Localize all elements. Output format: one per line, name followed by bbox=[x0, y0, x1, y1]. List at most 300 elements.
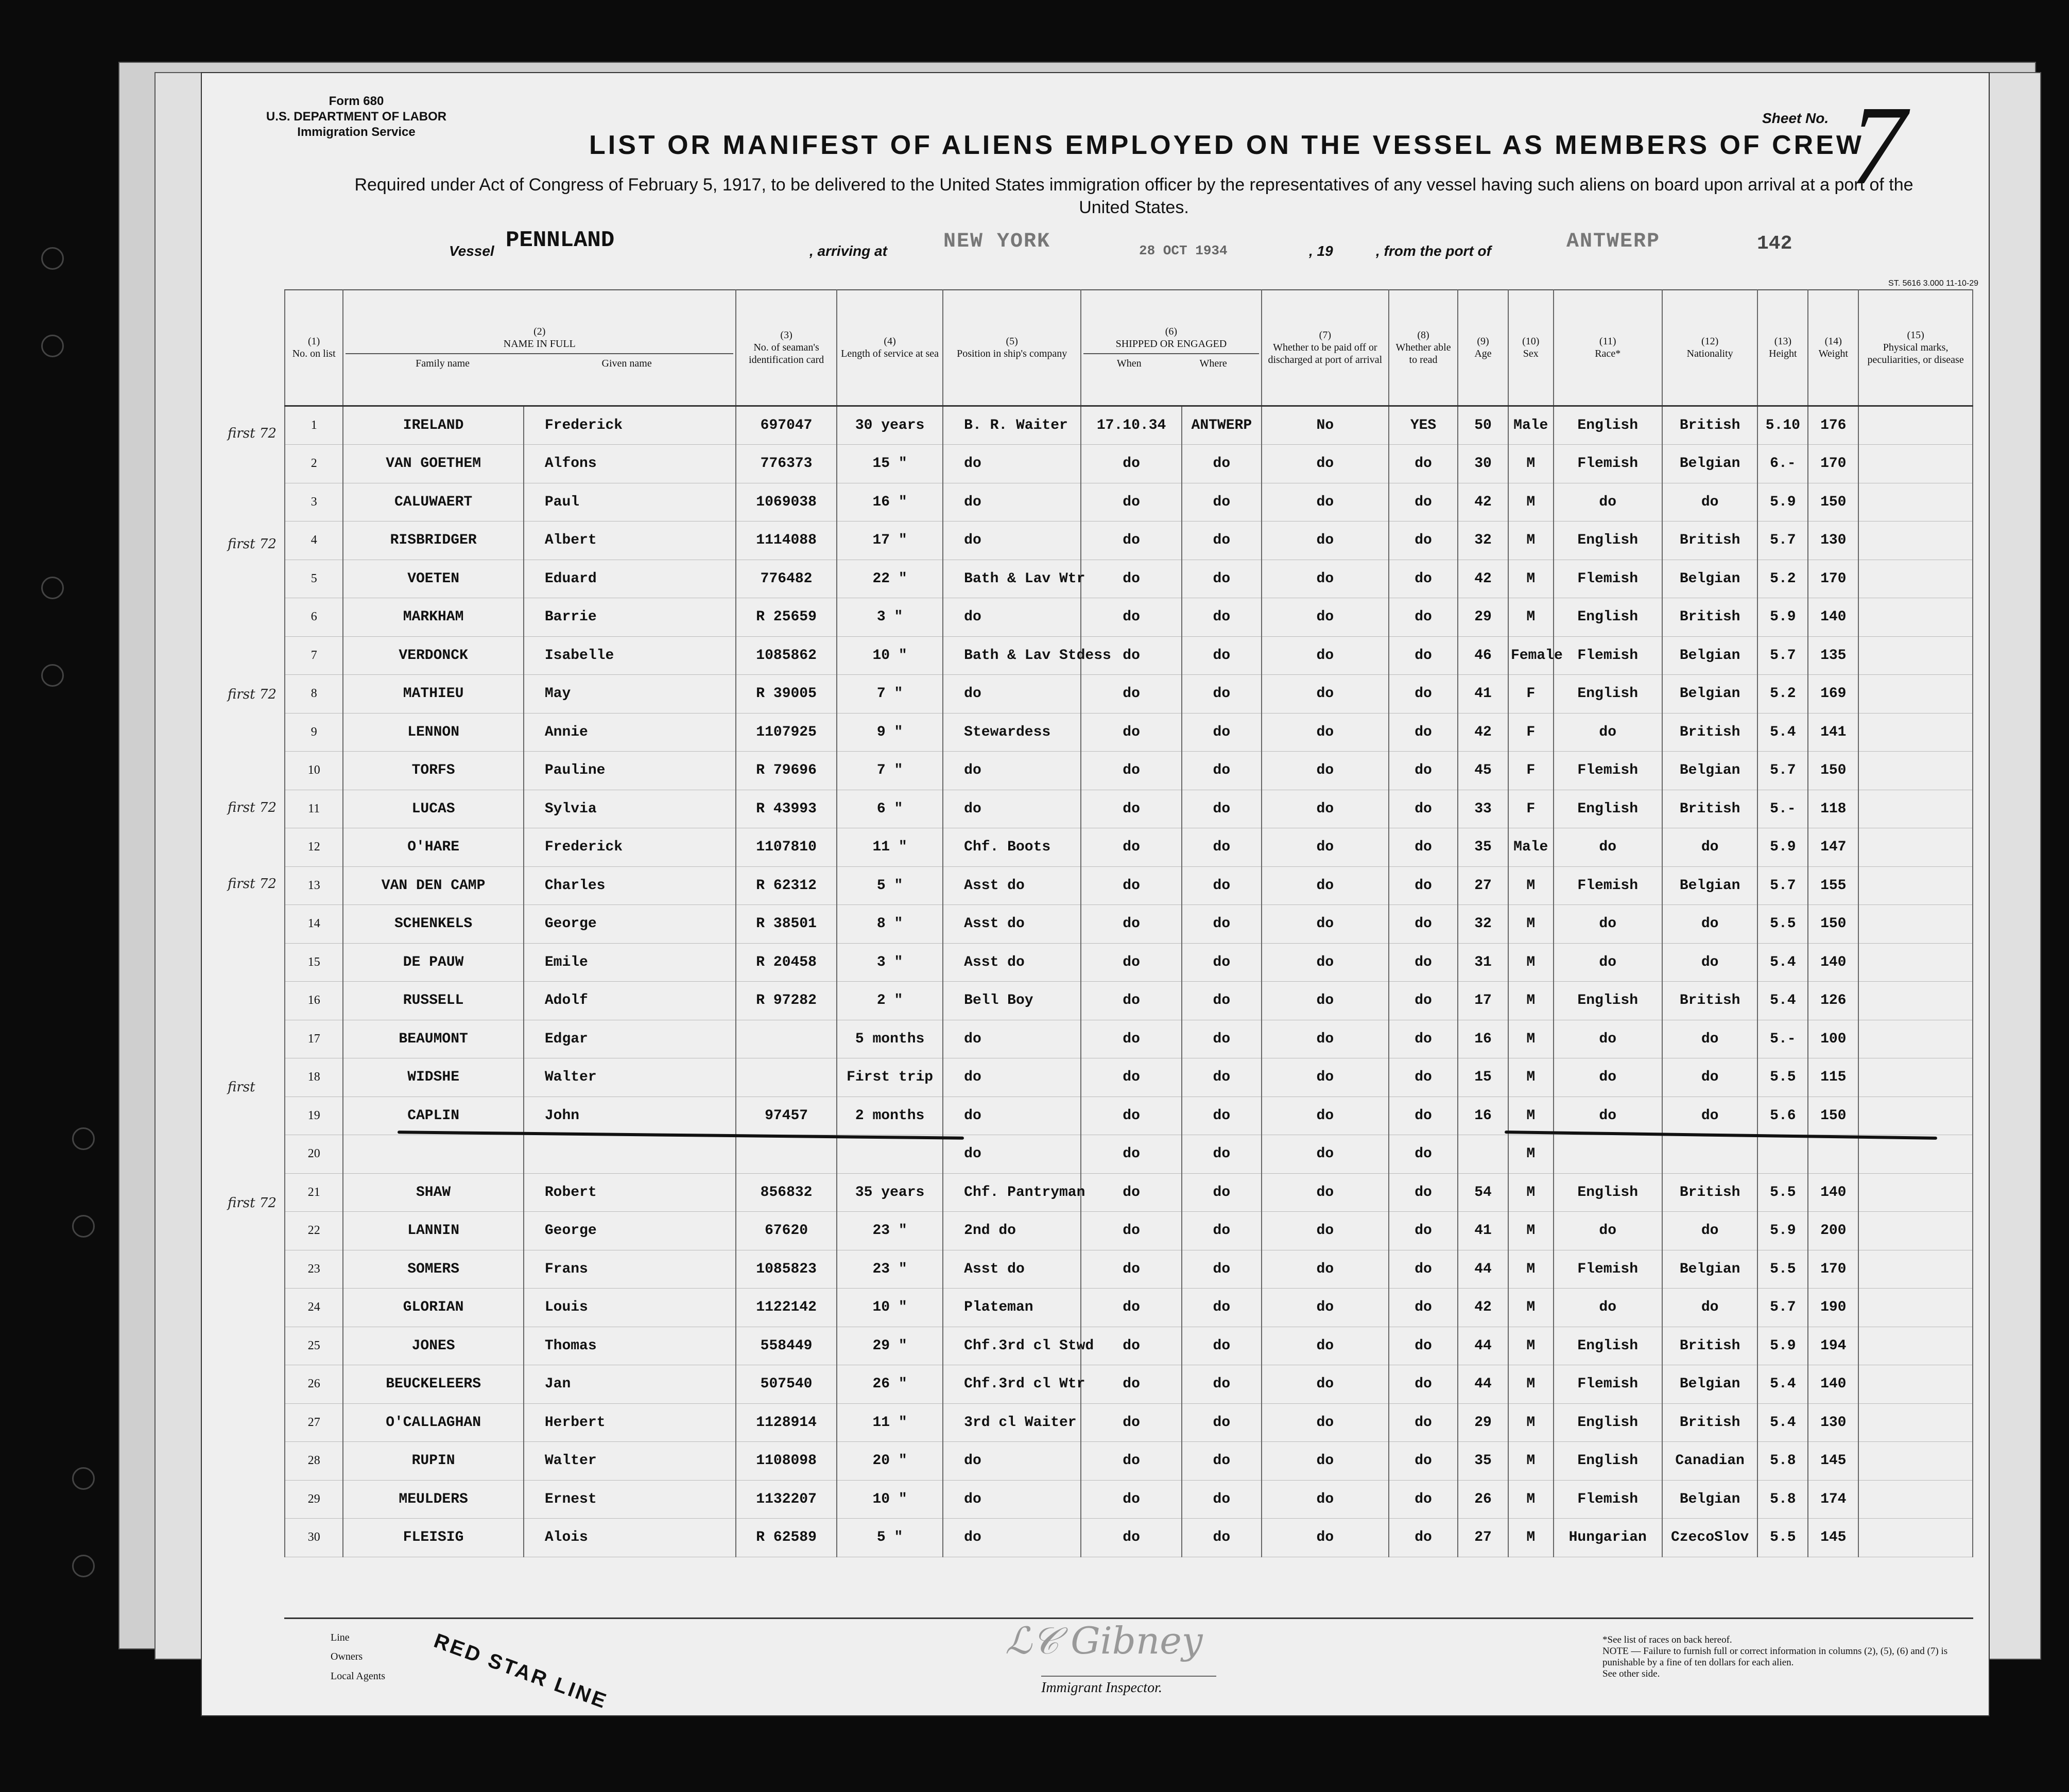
family-name-cell: VERDONCK bbox=[343, 636, 523, 675]
physical-marks-cell bbox=[1858, 1135, 1973, 1174]
shipped-when-cell: do bbox=[1081, 866, 1182, 905]
paid-off-cell: do bbox=[1262, 598, 1389, 637]
shipped-when-cell: do bbox=[1081, 598, 1182, 637]
shipped-where-cell: do bbox=[1182, 1480, 1262, 1519]
sex-cell: M bbox=[1508, 1327, 1554, 1365]
race-cell: Flemish bbox=[1554, 1250, 1662, 1289]
family-name-cell: CAPLIN bbox=[343, 1097, 523, 1135]
family-name-cell: SOMERS bbox=[343, 1250, 523, 1289]
table-row bbox=[285, 1058, 1973, 1097]
paid-off-cell: do bbox=[1262, 1097, 1389, 1135]
sex-cell: M bbox=[1508, 445, 1554, 483]
col-service-header: (4) Length of service at sea bbox=[837, 290, 943, 406]
manifest-sheet bbox=[201, 72, 1990, 1716]
id-card-number-cell: 1108098 bbox=[736, 1442, 837, 1481]
service-length-cell: 23 " bbox=[837, 1212, 943, 1250]
height-cell: 5.- bbox=[1757, 790, 1808, 828]
col-name-header: (2) NAME IN FULL Family name Given name bbox=[343, 290, 736, 406]
family-name-cell: WIDSHE bbox=[343, 1058, 523, 1097]
table-row bbox=[285, 445, 1973, 483]
shipped-where-cell: do bbox=[1182, 1365, 1262, 1404]
table-row bbox=[285, 483, 1973, 521]
inspector-label: Immigrant Inspector. bbox=[1041, 1676, 1216, 1696]
ship-position-cell: Chf.3rd cl Wtr bbox=[943, 1365, 1081, 1404]
height-cell: 5.4 bbox=[1757, 1365, 1808, 1404]
paid-off-cell: do bbox=[1262, 483, 1389, 521]
arriving-port-stamp: NEW YORK bbox=[943, 230, 1051, 253]
age-cell: 42 bbox=[1458, 483, 1508, 521]
paid-off-cell: do bbox=[1262, 905, 1389, 944]
sex-cell: M bbox=[1508, 943, 1554, 982]
physical-marks-cell bbox=[1858, 1250, 1973, 1289]
given-name-cell: Walter bbox=[524, 1058, 736, 1097]
table-row bbox=[285, 713, 1973, 752]
paid-off-cell: do bbox=[1262, 1135, 1389, 1174]
race-cell: do bbox=[1554, 943, 1662, 982]
paid-off-cell: do bbox=[1262, 1327, 1389, 1365]
given-name-cell: Frederick bbox=[524, 828, 736, 867]
race-cell: do bbox=[1554, 1058, 1662, 1097]
shipped-where-cell: do bbox=[1182, 483, 1262, 521]
race-cell: do bbox=[1554, 1020, 1662, 1058]
nationality-cell: do bbox=[1662, 1058, 1758, 1097]
owners-label: Owners bbox=[331, 1651, 363, 1662]
age-cell: 32 bbox=[1458, 905, 1508, 944]
age-cell: 42 bbox=[1458, 1289, 1508, 1327]
shipped-when-cell: do bbox=[1081, 636, 1182, 675]
physical-marks-cell bbox=[1858, 752, 1973, 790]
race-cell: English bbox=[1554, 675, 1662, 714]
service-length-cell: 3 " bbox=[837, 598, 943, 637]
nationality-cell: do bbox=[1662, 828, 1758, 867]
shipped-when-cell: do bbox=[1081, 1519, 1182, 1557]
paid-off-cell: do bbox=[1262, 1289, 1389, 1327]
shipped-where-cell: do bbox=[1182, 1212, 1262, 1250]
physical-marks-cell bbox=[1858, 905, 1973, 944]
row-number-cell: 1 bbox=[285, 406, 343, 445]
ship-position-cell: Stewardess bbox=[943, 713, 1081, 752]
sex-cell: M bbox=[1508, 560, 1554, 598]
shipped-where-cell: do bbox=[1182, 982, 1262, 1020]
family-name-cell: TORFS bbox=[343, 752, 523, 790]
id-card-number-cell: 697047 bbox=[736, 406, 837, 445]
sex-cell: M bbox=[1508, 905, 1554, 944]
table-row bbox=[285, 943, 1973, 982]
service-length-cell: 8 " bbox=[837, 905, 943, 944]
given-name-cell: Adolf bbox=[524, 982, 736, 1020]
row-number-cell: 21 bbox=[285, 1173, 343, 1212]
shipped-where-cell: do bbox=[1182, 1173, 1262, 1212]
nationality-cell: do bbox=[1662, 943, 1758, 982]
inspector-signature: ℒ𝒞 Gibney bbox=[1005, 1619, 1203, 1662]
ship-position-cell: do bbox=[943, 521, 1081, 560]
weight-cell: 150 bbox=[1808, 905, 1858, 944]
row-number-cell: 12 bbox=[285, 828, 343, 867]
able-to-read-cell: do bbox=[1389, 1250, 1458, 1289]
service-length-cell: 7 " bbox=[837, 752, 943, 790]
paid-off-cell: do bbox=[1262, 713, 1389, 752]
age-cell: 33 bbox=[1458, 790, 1508, 828]
family-name-cell: DE PAUW bbox=[343, 943, 523, 982]
nationality-cell: British bbox=[1662, 521, 1758, 560]
id-card-number-cell: R 25659 bbox=[736, 598, 837, 637]
table-row bbox=[285, 828, 1973, 867]
shipped-where-cell: do bbox=[1182, 1058, 1262, 1097]
table-row bbox=[285, 1519, 1973, 1557]
sheet-number: 7 bbox=[1850, 82, 1906, 208]
age-cell: 54 bbox=[1458, 1173, 1508, 1212]
nationality-cell: British bbox=[1662, 1173, 1758, 1212]
sex-cell: M bbox=[1508, 1365, 1554, 1404]
footer-note: *See list of races on back hereof. NOTE — Failure to furnish full or correct information in columns (2), (5), (6) and (7) is punishable by a fine of ten dollars for each alien. See other side. bbox=[1602, 1634, 1948, 1679]
family-name-cell: LENNON bbox=[343, 713, 523, 752]
shipped-where-cell: ANTWERP bbox=[1182, 406, 1262, 445]
table-row bbox=[285, 521, 1973, 560]
sex-cell: M bbox=[1508, 1442, 1554, 1481]
table-row bbox=[285, 636, 1973, 675]
given-name-cell: Robert bbox=[524, 1173, 736, 1212]
id-card-number-cell: R 20458 bbox=[736, 943, 837, 982]
height-cell: 5.4 bbox=[1757, 1403, 1808, 1442]
col-nationality-header: (12) Nationality bbox=[1662, 290, 1758, 406]
able-to-read-cell: do bbox=[1389, 560, 1458, 598]
ship-position-cell: do bbox=[943, 1519, 1081, 1557]
height-cell: 5.5 bbox=[1757, 1058, 1808, 1097]
paid-off-cell: do bbox=[1262, 1403, 1389, 1442]
row-number-cell: 11 bbox=[285, 790, 343, 828]
row-number-cell: 2 bbox=[285, 445, 343, 483]
race-cell: do bbox=[1554, 1289, 1662, 1327]
shipped-when-cell: do bbox=[1081, 982, 1182, 1020]
service-length-cell: 2 months bbox=[837, 1097, 943, 1135]
row-number-cell: 7 bbox=[285, 636, 343, 675]
id-card-number-cell: R 62312 bbox=[736, 866, 837, 905]
nationality-cell: Belgian bbox=[1662, 560, 1758, 598]
nationality-cell: British bbox=[1662, 1327, 1758, 1365]
given-name-cell: Jan bbox=[524, 1365, 736, 1404]
given-name-cell: George bbox=[524, 1212, 736, 1250]
physical-marks-cell bbox=[1858, 1519, 1973, 1557]
age-cell: 42 bbox=[1458, 713, 1508, 752]
paid-off-cell: do bbox=[1262, 445, 1389, 483]
physical-marks-cell bbox=[1858, 406, 1973, 445]
weight-cell: 126 bbox=[1808, 982, 1858, 1020]
shipped-when-cell: 17.10.34 bbox=[1081, 406, 1182, 445]
nationality-cell: Canadian bbox=[1662, 1442, 1758, 1481]
paid-off-cell: do bbox=[1262, 790, 1389, 828]
vessel-name: PENNLAND bbox=[506, 228, 615, 253]
nationality-cell: Belgian bbox=[1662, 1480, 1758, 1519]
race-cell: do bbox=[1554, 483, 1662, 521]
height-cell: 5.5 bbox=[1757, 1250, 1808, 1289]
sex-cell: M bbox=[1508, 866, 1554, 905]
department-name: U.S. DEPARTMENT OF LABOR bbox=[266, 110, 447, 124]
physical-marks-cell bbox=[1858, 675, 1973, 714]
row-number-cell: 30 bbox=[285, 1519, 343, 1557]
given-name-cell: Charles bbox=[524, 866, 736, 905]
physical-marks-cell bbox=[1858, 1442, 1973, 1481]
sex-cell: M bbox=[1508, 1212, 1554, 1250]
family-name-cell: MARKHAM bbox=[343, 598, 523, 637]
binder-hole bbox=[41, 664, 64, 687]
red-star-line-stamp: RED STAR LINE bbox=[430, 1629, 611, 1714]
height-cell: 5.7 bbox=[1757, 1289, 1808, 1327]
race-cell: English bbox=[1554, 521, 1662, 560]
race-cell: English bbox=[1554, 982, 1662, 1020]
height-cell: 5.9 bbox=[1757, 1327, 1808, 1365]
id-card-number-cell: 1069038 bbox=[736, 483, 837, 521]
row-number-cell: 3 bbox=[285, 483, 343, 521]
from-port-stamp: ANTWERP bbox=[1566, 230, 1661, 253]
given-name-cell: Albert bbox=[524, 521, 736, 560]
race-cell: Flemish bbox=[1554, 445, 1662, 483]
nationality-cell: do bbox=[1662, 1289, 1758, 1327]
ship-position-cell: do bbox=[943, 1020, 1081, 1058]
ship-position-cell: do bbox=[943, 1442, 1081, 1481]
race-cell: Flemish bbox=[1554, 752, 1662, 790]
table-row bbox=[285, 1480, 1973, 1519]
ship-position-cell: Bath & Lav Wtr bbox=[943, 560, 1081, 598]
shipped-where-cell: do bbox=[1182, 1442, 1262, 1481]
row-number-cell: 14 bbox=[285, 905, 343, 944]
paid-off-cell: do bbox=[1262, 943, 1389, 982]
height-cell: 5.5 bbox=[1757, 905, 1808, 944]
col-read-header: (8) Whether able to read bbox=[1389, 290, 1458, 406]
sex-cell: Male bbox=[1508, 406, 1554, 445]
service-length-cell: 17 " bbox=[837, 521, 943, 560]
shipped-where-cell: do bbox=[1182, 521, 1262, 560]
able-to-read-cell: do bbox=[1389, 905, 1458, 944]
shipped-where-cell: do bbox=[1182, 1097, 1262, 1135]
weight-cell: 140 bbox=[1808, 1173, 1858, 1212]
nationality-cell: British bbox=[1662, 713, 1758, 752]
ship-position-cell: B. R. Waiter bbox=[943, 406, 1081, 445]
form-number: Form 680 bbox=[329, 94, 384, 108]
sex-cell: M bbox=[1508, 1020, 1554, 1058]
sheet-number-label: Sheet No. bbox=[1762, 110, 1829, 126]
table-row bbox=[285, 1173, 1973, 1212]
given-name-cell: Paul bbox=[524, 483, 736, 521]
service-length-cell: 9 " bbox=[837, 713, 943, 752]
date-stamp: 28 OCT 1934 bbox=[1139, 243, 1228, 258]
race-cell: Flemish bbox=[1554, 560, 1662, 598]
id-card-number-cell: 1114088 bbox=[736, 521, 837, 560]
nationality-cell: Belgian bbox=[1662, 752, 1758, 790]
weight-cell: 141 bbox=[1808, 713, 1858, 752]
table-row bbox=[285, 1327, 1973, 1365]
height-cell: 5.4 bbox=[1757, 943, 1808, 982]
shipped-where-cell: do bbox=[1182, 828, 1262, 867]
shipped-when-cell: do bbox=[1081, 1365, 1182, 1404]
ship-position-cell: Plateman bbox=[943, 1289, 1081, 1327]
race-cell: do bbox=[1554, 1097, 1662, 1135]
binder-hole bbox=[72, 1215, 95, 1238]
shipped-when-cell: do bbox=[1081, 713, 1182, 752]
weight-cell: 174 bbox=[1808, 1480, 1858, 1519]
age-cell: 32 bbox=[1458, 521, 1508, 560]
service-length-cell: 11 " bbox=[837, 828, 943, 867]
paid-off-cell: do bbox=[1262, 1250, 1389, 1289]
able-to-read-cell: do bbox=[1389, 636, 1458, 675]
paid-off-cell: do bbox=[1262, 1442, 1389, 1481]
nationality-cell: British bbox=[1662, 790, 1758, 828]
id-card-number-cell: 1128914 bbox=[736, 1403, 837, 1442]
page-title: LIST OR MANIFEST OF ALIENS EMPLOYED ON THE VESSEL AS MEMBERS OF CREW bbox=[589, 130, 1864, 160]
ship-position-cell: Chf. Boots bbox=[943, 828, 1081, 867]
binder-hole bbox=[41, 335, 64, 357]
shipped-when-cell: do bbox=[1081, 1327, 1182, 1365]
row-number-cell: 16 bbox=[285, 982, 343, 1020]
able-to-read-cell: do bbox=[1389, 1058, 1458, 1097]
family-name-cell: VAN DEN CAMP bbox=[343, 866, 523, 905]
age-cell: 35 bbox=[1458, 828, 1508, 867]
race-cell: English bbox=[1554, 1403, 1662, 1442]
nationality-cell: do bbox=[1662, 1097, 1758, 1135]
nationality-cell: British bbox=[1662, 406, 1758, 445]
paid-off-cell: do bbox=[1262, 1365, 1389, 1404]
race-cell: do bbox=[1554, 713, 1662, 752]
height-cell: 5.2 bbox=[1757, 675, 1808, 714]
paid-off-cell: do bbox=[1262, 1519, 1389, 1557]
age-cell: 44 bbox=[1458, 1327, 1508, 1365]
family-name-cell: LUCAS bbox=[343, 790, 523, 828]
able-to-read-cell: do bbox=[1389, 790, 1458, 828]
col-weight-header: (14) Weight bbox=[1808, 290, 1858, 406]
paid-off-cell: do bbox=[1262, 1020, 1389, 1058]
given-name-cell: Walter bbox=[524, 1442, 736, 1481]
ship-position-cell: Asst do bbox=[943, 943, 1081, 982]
physical-marks-cell bbox=[1858, 483, 1973, 521]
given-name-cell bbox=[524, 1135, 736, 1174]
service-length-cell: 29 " bbox=[837, 1327, 943, 1365]
shipped-when-cell: do bbox=[1081, 1097, 1182, 1135]
row-number-cell: 4 bbox=[285, 521, 343, 560]
shipped-when-cell: do bbox=[1081, 905, 1182, 944]
weight-cell: 100 bbox=[1808, 1020, 1858, 1058]
nationality-cell: Belgian bbox=[1662, 445, 1758, 483]
id-card-number-cell: 776373 bbox=[736, 445, 837, 483]
row-number-cell: 29 bbox=[285, 1480, 343, 1519]
weight-cell: 140 bbox=[1808, 1365, 1858, 1404]
department-header bbox=[253, 94, 459, 140]
shipped-when-cell: do bbox=[1081, 675, 1182, 714]
service-length-cell: 10 " bbox=[837, 1289, 943, 1327]
nationality-cell: Belgian bbox=[1662, 866, 1758, 905]
binder-hole bbox=[72, 1555, 95, 1577]
able-to-read-cell: do bbox=[1389, 1327, 1458, 1365]
table-row bbox=[285, 1365, 1973, 1404]
physical-marks-cell bbox=[1858, 1327, 1973, 1365]
height-cell: 5.9 bbox=[1757, 598, 1808, 637]
row-number-cell: 28 bbox=[285, 1442, 343, 1481]
able-to-read-cell: do bbox=[1389, 521, 1458, 560]
height-cell: 5.7 bbox=[1757, 521, 1808, 560]
age-cell: 44 bbox=[1458, 1365, 1508, 1404]
race-cell: English bbox=[1554, 598, 1662, 637]
id-card-number-cell: 1122142 bbox=[736, 1289, 837, 1327]
col-position-header: (5) Position in ship's company bbox=[943, 290, 1081, 406]
family-name-cell: LANNIN bbox=[343, 1212, 523, 1250]
height-cell: 5.4 bbox=[1757, 713, 1808, 752]
able-to-read-cell: do bbox=[1389, 1212, 1458, 1250]
shipped-when-cell: do bbox=[1081, 1403, 1182, 1442]
given-name-cell: Isabelle bbox=[524, 636, 736, 675]
sex-cell: M bbox=[1508, 1519, 1554, 1557]
sex-cell: M bbox=[1508, 1173, 1554, 1212]
binder-hole bbox=[72, 1127, 95, 1150]
age-cell: 35 bbox=[1458, 1442, 1508, 1481]
shipped-when-cell: do bbox=[1081, 483, 1182, 521]
physical-marks-cell bbox=[1858, 636, 1973, 675]
id-card-number-cell: 1085862 bbox=[736, 636, 837, 675]
able-to-read-cell: do bbox=[1389, 1365, 1458, 1404]
nationality-cell: do bbox=[1662, 483, 1758, 521]
col-sex-header: (10) Sex bbox=[1508, 290, 1554, 406]
family-name-cell: MATHIEU bbox=[343, 675, 523, 714]
ship-position-cell: do bbox=[943, 483, 1081, 521]
ship-position-cell: do bbox=[943, 675, 1081, 714]
sex-cell: M bbox=[1508, 1403, 1554, 1442]
ship-position-cell: do bbox=[943, 1135, 1081, 1174]
id-card-number-cell: 507540 bbox=[736, 1365, 837, 1404]
age-cell: 41 bbox=[1458, 675, 1508, 714]
nationality-cell: Belgian bbox=[1662, 636, 1758, 675]
weight-cell: 155 bbox=[1808, 866, 1858, 905]
weight-cell bbox=[1808, 1135, 1858, 1174]
paid-off-cell: do bbox=[1262, 1173, 1389, 1212]
age-cell: 26 bbox=[1458, 1480, 1508, 1519]
shipped-when-cell: do bbox=[1081, 1480, 1182, 1519]
from-port-label: , from the port of bbox=[1376, 243, 1491, 259]
sex-cell: M bbox=[1508, 483, 1554, 521]
shipped-when-cell: do bbox=[1081, 752, 1182, 790]
height-cell: 5.5 bbox=[1757, 1519, 1808, 1557]
weight-cell: 150 bbox=[1808, 483, 1858, 521]
age-cell: 16 bbox=[1458, 1020, 1508, 1058]
able-to-read-cell: do bbox=[1389, 445, 1458, 483]
weight-cell: 170 bbox=[1808, 445, 1858, 483]
reference-number: 142 bbox=[1757, 233, 1792, 255]
shipped-when-cell: do bbox=[1081, 1250, 1182, 1289]
age-cell: 29 bbox=[1458, 1403, 1508, 1442]
col-card-header: (3) No. of seaman's identification card bbox=[736, 290, 837, 406]
weight-cell: 140 bbox=[1808, 598, 1858, 637]
race-cell: Flemish bbox=[1554, 866, 1662, 905]
vessel-label: Vessel bbox=[449, 243, 494, 259]
weight-cell: 169 bbox=[1808, 675, 1858, 714]
physical-marks-cell bbox=[1858, 790, 1973, 828]
table-row bbox=[285, 790, 1973, 828]
family-name-cell: RUSSELL bbox=[343, 982, 523, 1020]
age-cell: 30 bbox=[1458, 445, 1508, 483]
id-card-number-cell: R 43993 bbox=[736, 790, 837, 828]
ship-position-cell: 3rd cl Waiter bbox=[943, 1403, 1081, 1442]
physical-marks-cell bbox=[1858, 828, 1973, 867]
nationality-cell: do bbox=[1662, 1212, 1758, 1250]
physical-marks-cell bbox=[1858, 1480, 1973, 1519]
service-length-cell: 16 " bbox=[837, 483, 943, 521]
age-cell: 27 bbox=[1458, 866, 1508, 905]
shipped-where-cell: do bbox=[1182, 1403, 1262, 1442]
ship-position-cell: Chf. Pantryman bbox=[943, 1173, 1081, 1212]
height-cell: 5.9 bbox=[1757, 483, 1808, 521]
height-cell: 5.6 bbox=[1757, 1097, 1808, 1135]
age-cell: 44 bbox=[1458, 1250, 1508, 1289]
ship-position-cell: do bbox=[943, 1480, 1081, 1519]
weight-cell: 190 bbox=[1808, 1289, 1858, 1327]
height-cell: 5.2 bbox=[1757, 560, 1808, 598]
shipped-where-cell: do bbox=[1182, 713, 1262, 752]
